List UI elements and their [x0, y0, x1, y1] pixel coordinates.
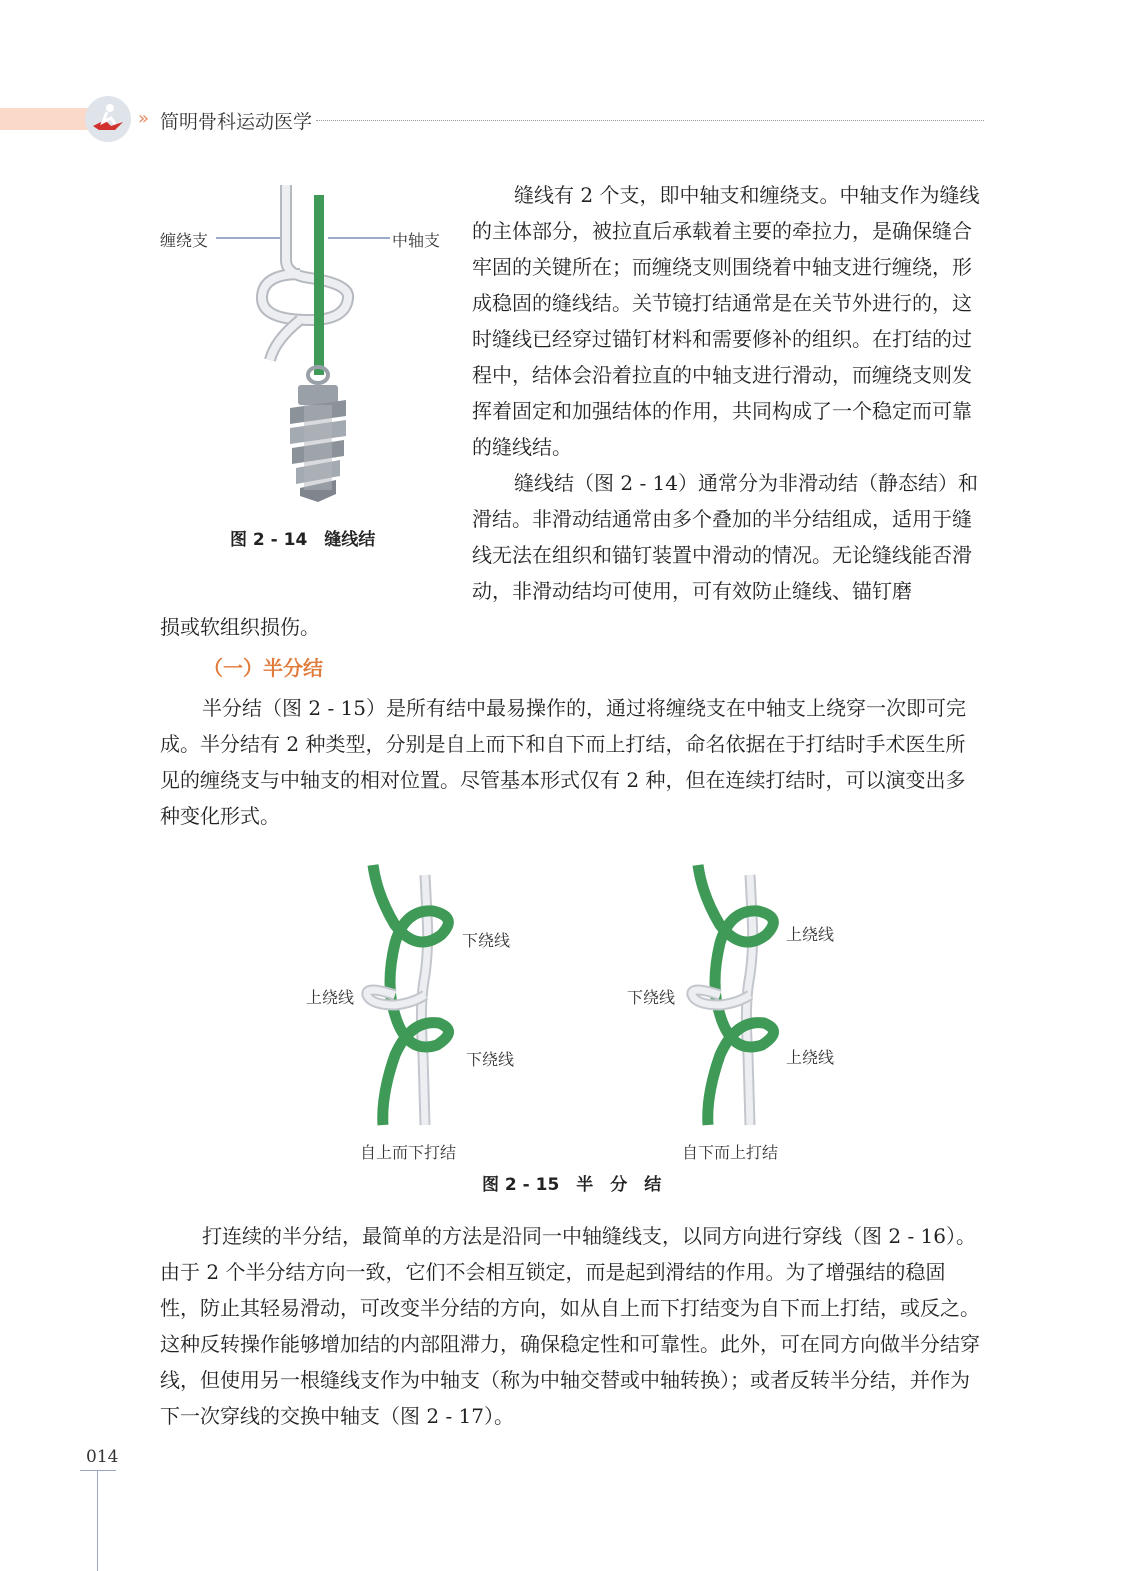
header-band	[0, 108, 92, 130]
subcaption-top-down: 自上而下打结	[360, 1143, 457, 1162]
figure-2-15-caption: 图 2 - 15 半 分 结	[482, 1175, 662, 1195]
page-number: 014	[86, 1447, 119, 1467]
label-post-limb: 中轴支	[392, 231, 441, 250]
subcaption-bottom-up: 自下而上打结	[682, 1143, 779, 1162]
label-right-top: 上绕线	[786, 925, 835, 944]
figure-2-15-right-under-over	[680, 855, 830, 1130]
footer-rule-vertical	[97, 1470, 98, 1571]
book-logo-icon	[85, 96, 131, 142]
paragraph-knot-types: 缝线结（图 2 - 14）通常分为非滑动结（静态结）和滑结。非滑动结通常由多个叠加的半分结组成，适用于缝线无法在组织和锚钉装置中滑动的情况。无论缝线能否滑动，非滑动结均可使用，可有效防止缝线、锚钉磨	[472, 471, 979, 603]
paragraph-knot-types-continued: 损或软组织损伤。	[160, 615, 320, 639]
label-left-bottom: 下绕线	[466, 1050, 515, 1069]
label-right-mid: 下绕线	[627, 988, 676, 1007]
label-right-bottom: 上绕线	[786, 1048, 835, 1067]
running-header-title: 简明骨科运动医学	[160, 111, 313, 133]
label-left-top: 下绕线	[462, 931, 511, 950]
section-title-half-hitch: （一）半分结	[203, 656, 323, 680]
footer-rule-horizontal	[80, 1470, 116, 1471]
label-wrapping-limb: 缠绕支	[160, 231, 209, 250]
paragraph-suture-limbs: 缝线有 2 个支，即中轴支和缠绕支。中轴支作为缝线的主体部分，被拉直后承载着主要的牵拉力，是确保缝合牢固的关键所在；而缠绕支则围绕着中轴支进行缠绕，形成稳固的缝线结。关节镜打结通常是在关节外进行的，这时缝线已经穿过锚钉材料和需要修补的组织。在打结的过程中，结体会沿着拉直的中轴支进行滑动，而缠绕支则发挥着固定和加强结体的作用，共同构成了一个稳定而可靠的缝线结。	[472, 183, 980, 459]
header-rule	[316, 120, 984, 121]
figure-2-14-caption: 图 2 - 14 缝线结	[230, 530, 376, 550]
header-chevron-icon: »	[138, 108, 146, 129]
paragraph-consecutive-half-hitch: 打连续的半分结，最简单的方法是沿同一中轴缝线支，以同方向进行穿线（图 2 - 16）。由于 2 个半分结方向一致，它们不会相互锁定，而是起到滑结的作用。为了增强结的稳固性，防止其轻易滑动，可改变半分结的方向，如从自上而下打结变为自下而上打结，或反之。这种反转操作能够增加结的内部阻滞力，确保稳定性和可靠性。此外，可在同方向做半分结穿线，但使用另一根缝线支作为中轴支（称为中轴交替或中轴转换）；或者反转半分结，并作为下一次穿线的交换中轴支（图 2 - 17）。	[160, 1224, 980, 1428]
figure-2-15-left-over-under	[355, 855, 505, 1130]
label-left-mid: 上绕线	[306, 988, 355, 1007]
paragraph-half-hitch: 半分结（图 2 - 15）是所有结中最易操作的，通过将缠绕支在中轴支上绕穿一次即可完成。半分结有 2 种类型，分别是自上而下和自下而上打结，命名依据在于打结时手术医生所见的缠绕支与中轴支的相对位置。尽管基本形式仅有 2 种，但在连续打结时，可以演变出多种变化形式。	[160, 696, 967, 828]
